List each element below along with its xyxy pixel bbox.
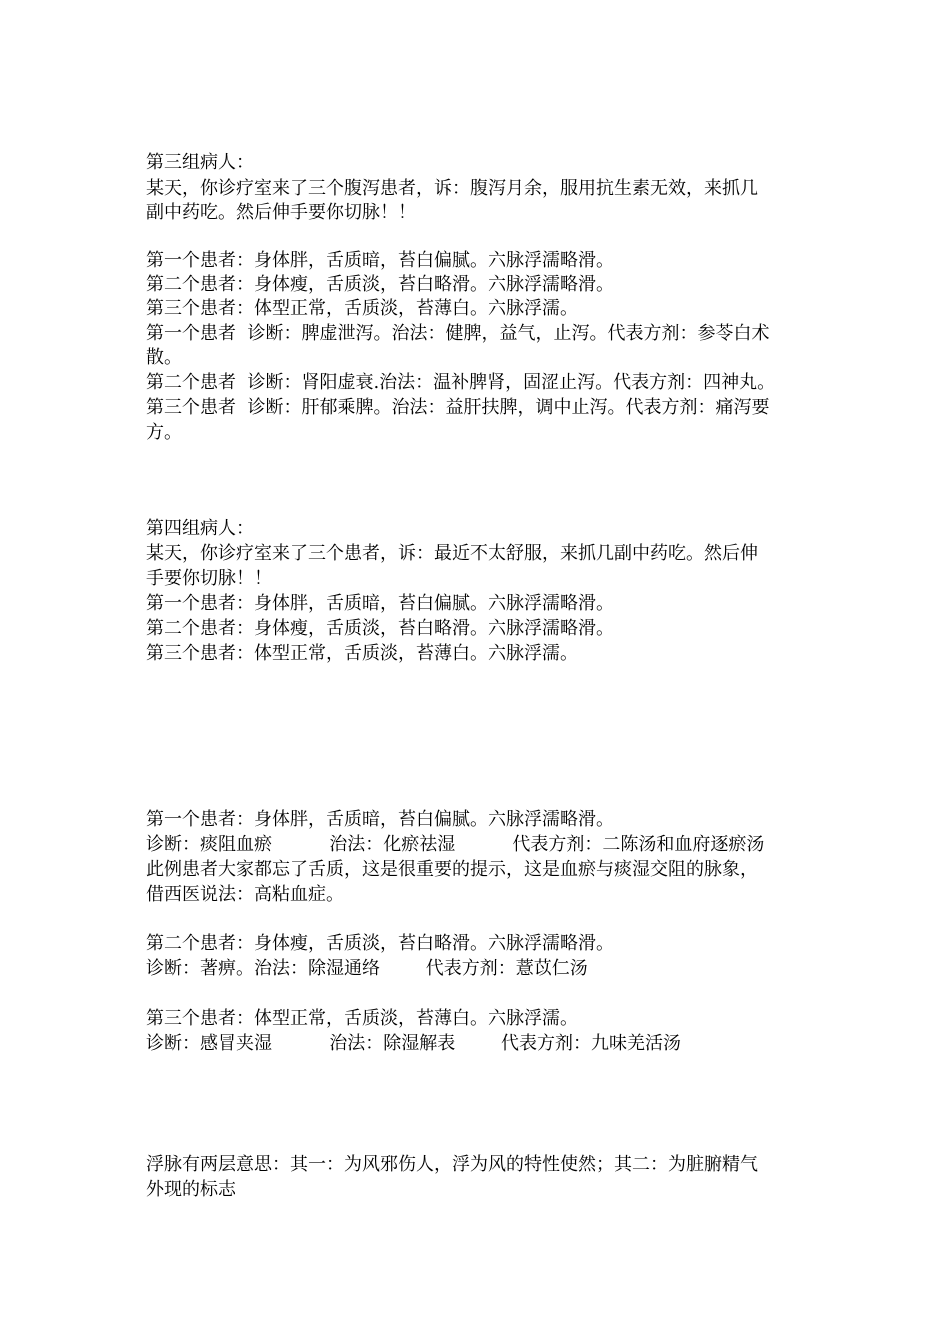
group3-intro-line2: 副中药吃。然后伸手要你切脉！！ [146,202,416,223]
answer2-patient: 第二个患者：身体瘦，舌质淡，苔白略滑。六脉浮濡略滑。 [146,933,614,954]
group3-diagnosis3-line1: 第三个患者 诊断：肝郁乘脾。治法：益肝扶脾，调中止泻。代表方剂：痛泻要 [146,397,770,418]
group3-diagnosis1-line1: 第一个患者 诊断：脾虚泄泻。治法：健脾，益气，止泻。代表方剂：参苓白术 [146,323,770,344]
answer1-diagnosis: 诊断：痰阻血瘀 治法：化瘀祛湿 代表方剂：二陈汤和血府逐瘀汤 [146,834,765,855]
answer1-note-line2: 借西医说法：高粘血症。 [146,884,344,905]
answer1-patient: 第一个患者：身体胖，舌质暗，苔白偏腻。六脉浮濡略滑。 [146,809,614,830]
group3-intro-line1: 某天，你诊疗室来了三个腹泻患者，诉：腹泻月余，服用抗生素无效，来抓几 [146,178,758,199]
group3-diagnosis1-line2: 散。 [146,347,182,368]
group3-diagnosis3-line2: 方。 [146,422,182,443]
answer1-note-line1: 此例患者大家都忘了舌质，这是很重要的提示，这是血瘀与痰湿交阻的脉象， [146,859,758,880]
answer3-patient: 第三个患者：体型正常，舌质淡，苔薄白。六脉浮濡。 [146,1008,578,1029]
group4-patient1: 第一个患者：身体胖，舌质暗，苔白偏腻。六脉浮濡略滑。 [146,593,614,614]
floating-pulse-note-line1: 浮脉有两层意思：其一：为风邪伤人，浮为风的特性使然；其二：为脏腑精气 [146,1154,758,1175]
group4-patient3: 第三个患者：体型正常，舌质淡，苔薄白。六脉浮濡。 [146,643,578,664]
group4-title: 第四组病人： [146,518,254,539]
answer2-diagnosis: 诊断：著痹。治法：除湿通络 代表方剂：薏苡仁汤 [146,958,588,979]
group4-patient2: 第二个患者：身体瘦，舌质淡，苔白略滑。六脉浮濡略滑。 [146,618,614,639]
group4-intro-line1: 某天，你诊疗室来了三个患者，诉：最近不太舒服，来抓几副中药吃。然后伸 [146,543,758,564]
group3-patient3: 第三个患者：体型正常，舌质淡，苔薄白。六脉浮濡。 [146,298,578,319]
group3-diagnosis2: 第二个患者 诊断：肾阳虚衰.治法：温补脾肾，固涩止泻。代表方剂：四神丸。 [146,372,776,393]
answer3-diagnosis: 诊断：感冒夹湿 治法：除湿解表 代表方剂：九味羌活汤 [146,1033,681,1054]
floating-pulse-note-line2: 外现的标志 [146,1179,236,1200]
group3-patient2: 第二个患者：身体瘦，舌质淡，苔白略滑。六脉浮濡略滑。 [146,274,614,295]
group3-title: 第三组病人： [146,152,254,173]
group4-intro-line2: 手要你切脉！！ [146,568,272,589]
group3-patient1: 第一个患者：身体胖，舌质暗，苔白偏腻。六脉浮濡略滑。 [146,250,614,271]
